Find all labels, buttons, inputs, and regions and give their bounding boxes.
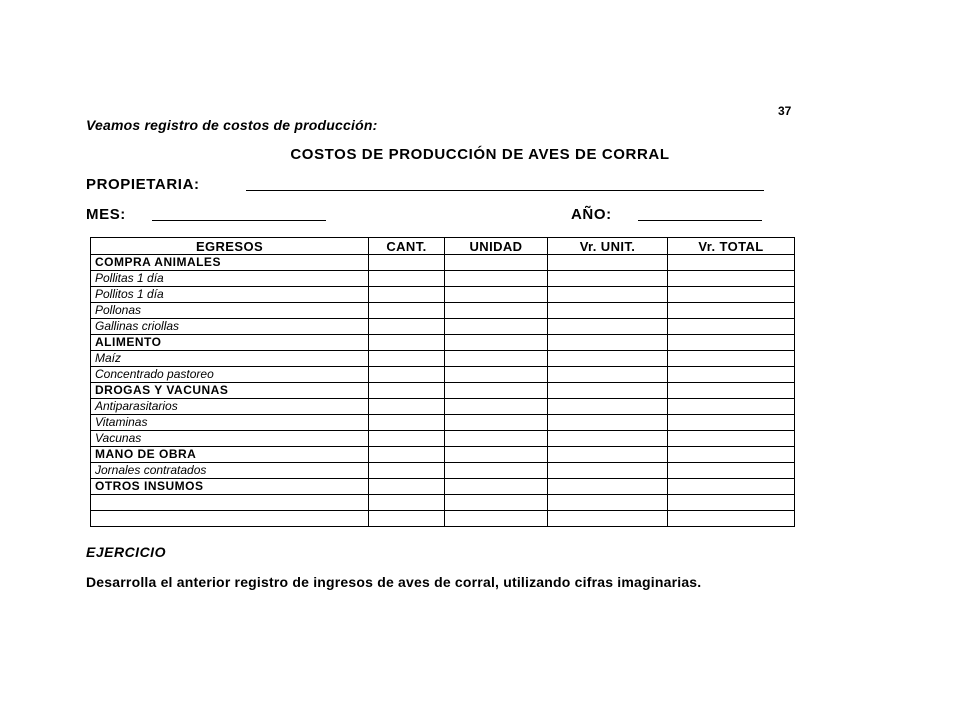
table-cell xyxy=(445,447,548,463)
header-unidad: UNIDAD xyxy=(445,238,548,255)
table-cell xyxy=(445,415,548,431)
item-pollitos: Pollitos 1 día xyxy=(91,287,369,303)
table-cell xyxy=(548,511,668,527)
table-cell xyxy=(369,495,445,511)
table-row xyxy=(91,351,795,367)
table-cell xyxy=(548,399,668,415)
table-cell xyxy=(369,447,445,463)
table-cell xyxy=(445,431,548,447)
table-cell xyxy=(548,319,668,335)
table-cell xyxy=(668,511,795,527)
table-cell xyxy=(548,303,668,319)
header-cant: CANT. xyxy=(369,238,445,255)
exercise-title: EJERCICIO xyxy=(86,544,166,560)
item-jornales: Jornales contratados xyxy=(91,463,369,479)
table-cell xyxy=(668,287,795,303)
table-cell xyxy=(668,463,795,479)
table-cell xyxy=(369,303,445,319)
page-number: 37 xyxy=(778,104,792,118)
table-cell xyxy=(548,431,668,447)
table-cell xyxy=(445,303,548,319)
table-row xyxy=(91,431,795,447)
table-cell xyxy=(668,415,795,431)
table-cell xyxy=(369,287,445,303)
blank-table-row xyxy=(91,495,795,511)
table-cell xyxy=(548,479,668,495)
table-row xyxy=(91,255,795,271)
table-cell xyxy=(369,415,445,431)
table-cell xyxy=(548,383,668,399)
table-cell xyxy=(548,447,668,463)
header-egresos: EGRESOS xyxy=(91,238,369,255)
table-cell xyxy=(369,255,445,271)
table-cell xyxy=(369,463,445,479)
table-cell xyxy=(548,255,668,271)
table-cell xyxy=(668,367,795,383)
item-pollitas: Pollitas 1 día xyxy=(91,271,369,287)
table-cell xyxy=(445,383,548,399)
table-cell xyxy=(668,319,795,335)
category-drogas-vacunas: DROGAS Y VACUNAS xyxy=(91,383,369,399)
intro-text: Veamos registro de costos de producción: xyxy=(86,117,378,133)
table-cell xyxy=(445,367,548,383)
table-cell xyxy=(668,479,795,495)
table-row xyxy=(91,287,795,303)
table-cell xyxy=(668,431,795,447)
table-cell xyxy=(548,335,668,351)
item-maiz: Maíz xyxy=(91,351,369,367)
month-field-line xyxy=(152,220,326,221)
table-cell xyxy=(369,351,445,367)
table-cell xyxy=(548,463,668,479)
table-cell xyxy=(668,495,795,511)
table-cell xyxy=(369,335,445,351)
table-cell xyxy=(668,447,795,463)
table-cell xyxy=(548,271,668,287)
table-cell xyxy=(445,255,548,271)
table-cell xyxy=(445,351,548,367)
table-cell xyxy=(445,463,548,479)
item-vitaminas: Vitaminas xyxy=(91,415,369,431)
table-cell xyxy=(369,399,445,415)
month-label: MES: xyxy=(86,206,126,223)
item-vacunas: Vacunas xyxy=(91,431,369,447)
owner-field-line xyxy=(246,190,764,191)
table-cell xyxy=(548,287,668,303)
table-cell xyxy=(668,255,795,271)
table-cell xyxy=(548,351,668,367)
table-header-row xyxy=(91,238,795,255)
table-cell xyxy=(369,431,445,447)
year-field-line xyxy=(638,220,762,221)
table-row xyxy=(91,415,795,431)
table-cell xyxy=(445,271,548,287)
item-concentrado: Concentrado pastoreo xyxy=(91,367,369,383)
table-row xyxy=(91,447,795,463)
table-cell xyxy=(369,383,445,399)
table-row xyxy=(91,463,795,479)
table-cell xyxy=(445,511,548,527)
table-cell xyxy=(445,479,548,495)
table-row xyxy=(91,271,795,287)
table-cell xyxy=(91,495,369,511)
table-cell xyxy=(369,367,445,383)
table-cell xyxy=(548,415,668,431)
table-cell xyxy=(548,367,668,383)
table-cell xyxy=(445,319,548,335)
table-cell xyxy=(369,511,445,527)
category-otros-insumos: OTROS INSUMOS xyxy=(91,479,369,495)
category-mano-de-obra: MANO DE OBRA xyxy=(91,447,369,463)
header-vr-total: Vr. TOTAL xyxy=(668,238,795,255)
table-cell xyxy=(668,399,795,415)
owner-label: PROPIETARIA: xyxy=(86,176,200,193)
table-cell xyxy=(369,319,445,335)
table-row xyxy=(91,383,795,399)
document-title: COSTOS DE PRODUCCIÓN DE AVES DE CORRAL xyxy=(290,146,670,163)
table-cell xyxy=(445,335,548,351)
header-vr-unit: Vr. UNIT. xyxy=(548,238,668,255)
exercise-text: Desarrolla el anterior registro de ingresos de aves de corral, utilizando cifras imaginarias. xyxy=(86,574,702,590)
table-cell xyxy=(668,383,795,399)
table-cell xyxy=(668,335,795,351)
table-row xyxy=(91,335,795,351)
category-compra-animales: COMPRA ANIMALES xyxy=(91,255,369,271)
table-row xyxy=(91,479,795,495)
blank-table-row xyxy=(91,511,795,527)
table-cell xyxy=(668,303,795,319)
cost-table xyxy=(90,237,795,527)
table-cell xyxy=(668,351,795,367)
table-cell xyxy=(548,495,668,511)
item-antiparasitarios: Antiparasitarios xyxy=(91,399,369,415)
table-cell xyxy=(445,399,548,415)
item-pollonas: Pollonas xyxy=(91,303,369,319)
table-row xyxy=(91,399,795,415)
item-gallinas-criollas: Gallinas criollas xyxy=(91,319,369,335)
table-cell xyxy=(369,479,445,495)
table-cell xyxy=(91,511,369,527)
table-cell xyxy=(445,287,548,303)
category-alimento: ALIMENTO xyxy=(91,335,369,351)
table-row xyxy=(91,303,795,319)
table-row xyxy=(91,319,795,335)
table-cell xyxy=(369,271,445,287)
table-cell xyxy=(445,495,548,511)
year-label: AÑO: xyxy=(571,206,612,223)
table-row xyxy=(91,367,795,383)
table-cell xyxy=(668,271,795,287)
